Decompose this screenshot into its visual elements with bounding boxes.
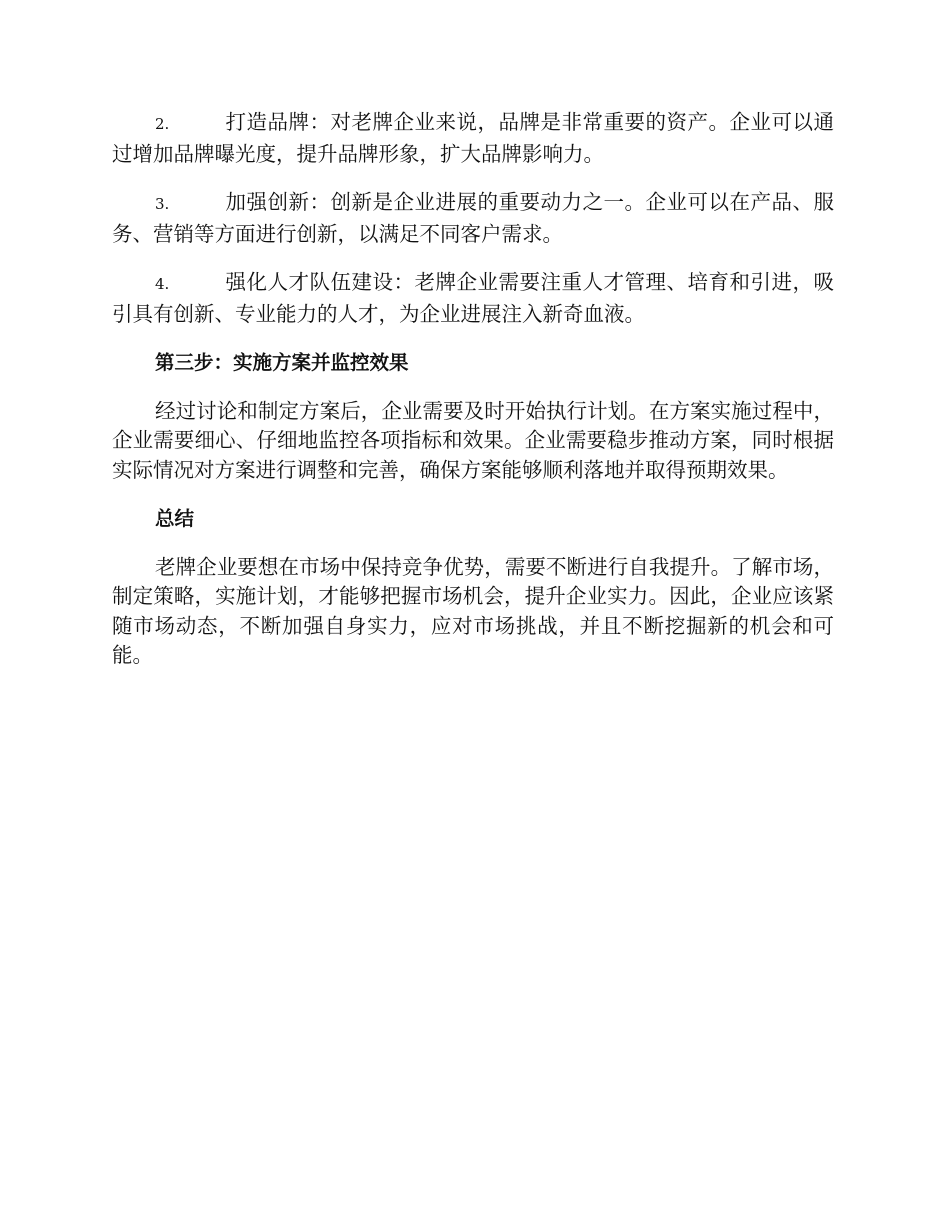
list-item-brand [112,108,834,169]
section-body-step-three: 经过讨论和制定方案后，企业需要及时开始执行计划。在方案实施过程中，企业需要细心、仔细地监控各项指标和效果。企业需要稳步推动方案，同时根据实际情况对方案进行调整和完善，确保方案能够顺利落地并取得预期效果。 [112,398,834,482]
list-item-innovation [112,188,834,249]
list-number: 2. [155,115,170,133]
list-item-text: 强化人才队伍建设：老牌企业需要注重人才管理、培育和引进，吸引具有创新、专业能力的人才，为企业进展注入新奇血液。 [112,270,834,326]
list-item-talent [112,268,834,329]
list-number: 3. [155,195,170,213]
list-item-text: 加强创新：创新是企业进展的重要动力之一。企业可以在产品、服务、营销等方面进行创新，以满足不同客户需求。 [112,190,834,246]
list-item-text: 打造品牌：对老牌企业来说，品牌是非常重要的资产。企业可以通过增加品牌曝光度，提升品牌形象，扩大品牌影响力。 [112,110,834,166]
document-page [112,108,834,690]
list-number: 4. [155,275,170,293]
section-body-summary: 老牌企业要想在市场中保持竞争优势，需要不断进行自我提升。了解市场，制定策略，实施计划，才能够把握市场机会，提升企业实力。因此，企业应该紧随市场动态，不断加强自身实力，应对市场挑战，并且不断挖掘新的机会和可能。 [112,554,834,667]
section-heading-summary: 总结 [155,507,195,530]
section-heading-step-three: 第三步：实施方案并监控效果 [155,351,409,374]
